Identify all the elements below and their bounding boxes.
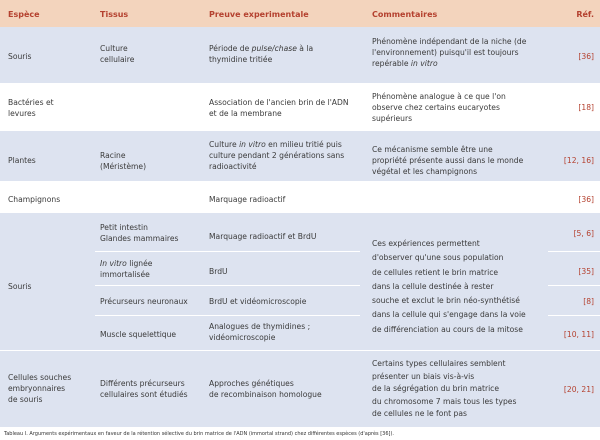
subrow-divider (95, 251, 360, 252)
cell-espece: Souris (8, 282, 32, 291)
subrow-divider (548, 285, 600, 286)
col-header-espece: Espèce (8, 10, 40, 19)
cell-ref: [12, 16] (563, 156, 594, 165)
col-header-preuve: Preuve experimentale (209, 10, 309, 19)
cell-preuve: Marquage radioactif et BrdU (209, 232, 317, 241)
col-header-ref: Réf. (576, 10, 594, 19)
cell-commentaires: Phénomène analogue à ce que l'on observe chez certains eucaryotes supérieurs (372, 92, 506, 123)
cell-ref: [35] (578, 267, 594, 276)
cell-preuve: Culture in vitro en milieu tritié puis culture pendant 2 générations sans radioactivité (209, 140, 345, 171)
cell-tissus: Muscle squelettique (100, 330, 177, 339)
cell-commentaires: Ces expériences permettent d'observer qu'une sous population de cellules retient le brin matrice dans la cellule destinée à rester souche et exclut le brin néo-synthétisé dans la cellule qui s'engage dans la voie de différenciation au cours de la mitose (372, 239, 526, 334)
cell-espece: Plantes (8, 156, 36, 165)
cell-tissus: Culture cellulaire (100, 44, 135, 64)
cell-tissus: Différents précurseurs cellulaires sont étudiés (100, 379, 188, 399)
cell-preuve: Analogues de thymidines ; vidéomicroscopie (209, 322, 311, 342)
cell-espece: Cellules souches embryonnaires de souris (8, 373, 72, 404)
cell-tissus: Petit intestin Glandes mammaires (100, 223, 179, 243)
subrow-divider (95, 285, 360, 286)
table-caption: Tableau I. Arguments expérimentaux en faveur de la rétention sélective du brin matrice de l'ADN (immortal strand) chez différentes espèces (d'après [36]). (4, 431, 395, 437)
cell-ref: [5, 6] (573, 229, 594, 238)
cell-tissus: Racine (Méristème) (100, 151, 147, 171)
cell-preuve: Marquage radioactif (209, 195, 286, 204)
cell-ref: [36] (578, 195, 594, 204)
cell-espece: Champignons (8, 195, 61, 204)
cell-tissus: Précurseurs neuronaux (100, 297, 188, 306)
cell-preuve: BrdU et vidéomicroscopie (209, 297, 307, 306)
cell-espece: Souris (8, 52, 32, 61)
col-header-commentaires: Commentaires (372, 10, 438, 19)
cell-preuve: BrdU (209, 267, 228, 276)
cell-ref: [20, 21] (563, 385, 594, 394)
subrow-divider (95, 315, 360, 316)
cell-preuve: Association de l'ancien brin de l'ADN et de la membrane (209, 98, 349, 118)
row-divider (0, 181, 600, 182)
cell-tissus: In vitro lignée immortalisée (100, 259, 153, 279)
col-header-tissus: Tissus (100, 10, 129, 19)
cell-preuve: Approches génétiques de recombinaison homologue (209, 379, 322, 399)
cell-ref: [18] (578, 103, 594, 112)
cell-commentaires: Phénomène indépendant de la niche (de l'environnement) puisqu'il est toujours repérable in vitro (372, 37, 527, 68)
cell-preuve: Période de pulse/chase à la thymidine tritiée (209, 44, 314, 64)
cell-ref: [10, 11] (563, 330, 594, 339)
subrow-divider (548, 251, 600, 252)
cell-ref: [8] (583, 297, 594, 306)
cell-commentaires: Ce mécanisme semble être une propriété présente aussi dans le monde végétal et les champignons (372, 145, 524, 176)
row-divider (0, 350, 600, 351)
cell-ref: [36] (578, 52, 594, 61)
subrow-divider (548, 315, 600, 316)
cell-commentaires: Certains types cellulaires semblent présenter un biais vis-à-vis de la ségrégation du brin matrice du chromosome 7 mais tous les types de cellules ne le font pas (372, 359, 517, 418)
cell-espece: Bactéries et levures (8, 98, 54, 118)
